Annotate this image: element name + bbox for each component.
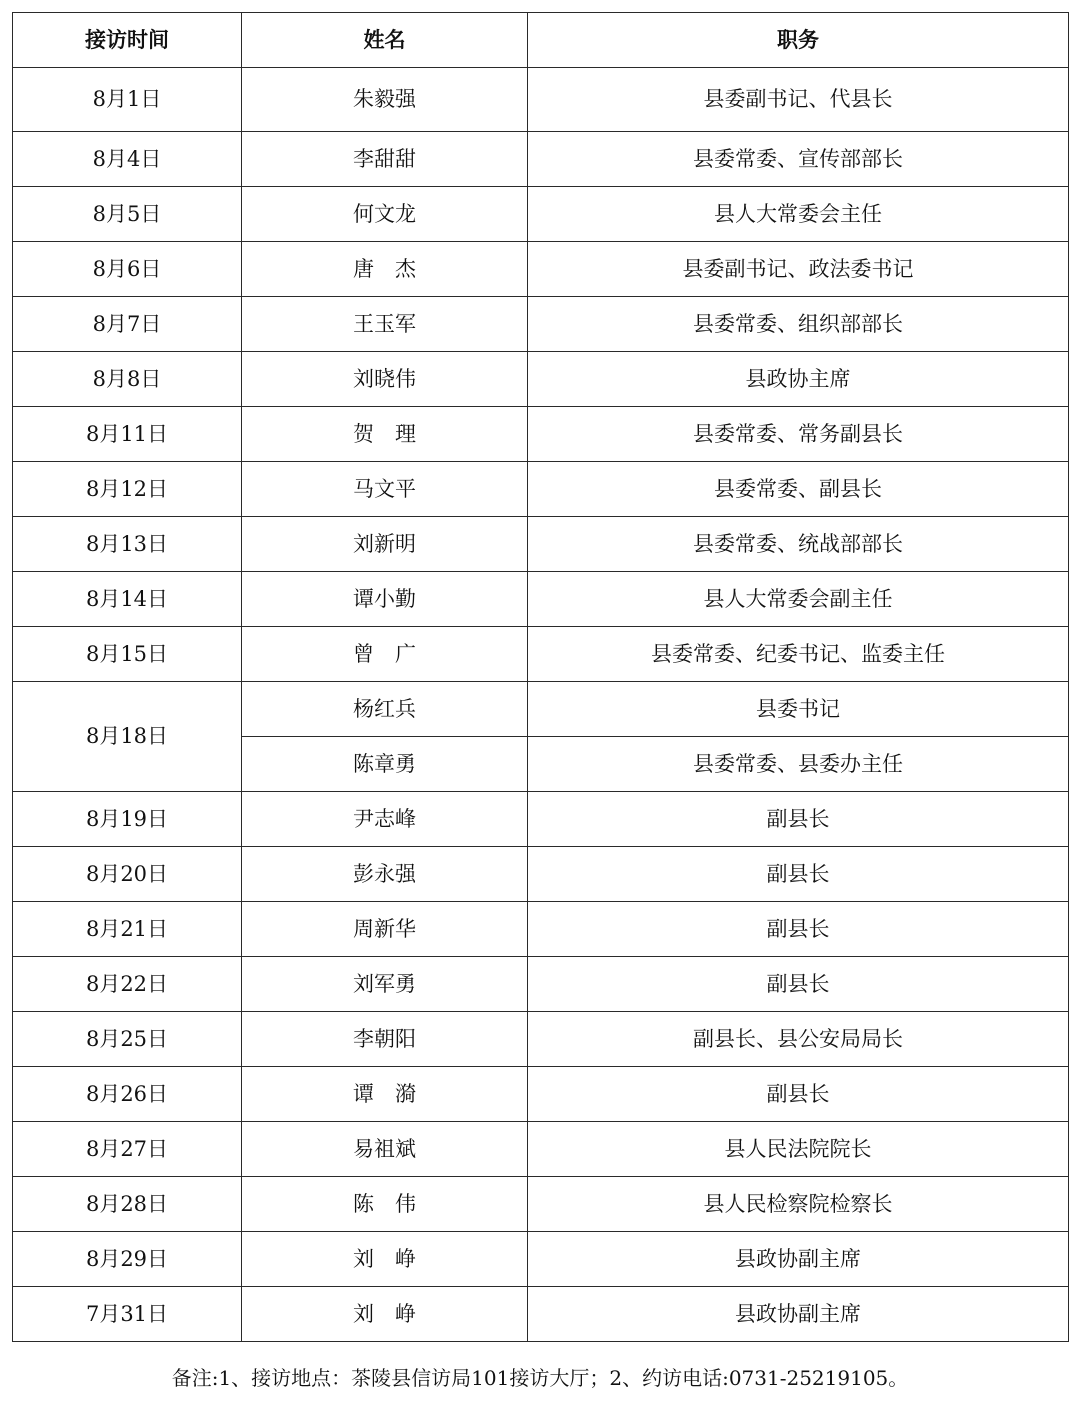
title-cell: 县委常委、宣传部部长 [528,132,1069,187]
name-cell: 刘晓伟 [242,352,528,407]
date-cell: 8月21日 [13,902,242,957]
name-cell: 易祖斌 [242,1122,528,1177]
date-cell: 8月26日 [13,1067,242,1122]
name-cell: 谭 漪 [242,1067,528,1122]
title-cell: 副县长、县公安局局长 [528,1012,1069,1067]
table-row [13,682,1069,737]
title-cell: 县委常委、副县长 [528,462,1069,517]
table-row [13,132,1069,187]
title-cell: 县委书记 [528,682,1069,737]
header-row [13,13,1069,68]
name-cell: 曾 广 [242,627,528,682]
table-row [13,297,1069,352]
name-cell: 贺 理 [242,407,528,462]
date-cell: 8月4日 [13,132,242,187]
table-row [13,1287,1069,1342]
title-cell: 县人民法院院长 [528,1122,1069,1177]
table-row [13,1232,1069,1287]
table-row [13,902,1069,957]
date-cell: 8月22日 [13,957,242,1012]
table-row [13,1177,1069,1232]
title-cell: 县委常委、组织部部长 [528,297,1069,352]
table-row [13,792,1069,847]
title-cell: 副县长 [528,1067,1069,1122]
date-cell: 8月27日 [13,1122,242,1177]
name-cell: 刘 峥 [242,1287,528,1342]
table-row [13,1122,1069,1177]
header-title: 职务 [528,13,1069,68]
date-cell-merged: 8月18日 [13,682,242,792]
date-cell: 8月14日 [13,572,242,627]
name-cell: 周新华 [242,902,528,957]
table-row [13,1012,1069,1067]
table-row [13,627,1069,682]
title-cell: 县委常委、纪委书记、监委主任 [528,627,1069,682]
table-row [13,242,1069,297]
title-cell: 副县长 [528,847,1069,902]
table-row [13,68,1069,132]
header-date: 接访时间 [13,13,242,68]
name-cell: 陈 伟 [242,1177,528,1232]
date-cell: 8月7日 [13,297,242,352]
name-cell: 陈章勇 [242,737,528,792]
header-name: 姓名 [242,13,528,68]
table-row [13,572,1069,627]
title-cell: 县人大常委会主任 [528,187,1069,242]
title-cell: 副县长 [528,957,1069,1012]
name-cell: 刘 峥 [242,1232,528,1287]
title-cell: 县政协副主席 [528,1232,1069,1287]
date-cell: 8月25日 [13,1012,242,1067]
name-cell: 何文龙 [242,187,528,242]
name-cell: 朱毅强 [242,68,528,132]
title-cell: 县委常委、县委办主任 [528,737,1069,792]
title-cell: 县政协副主席 [528,1287,1069,1342]
date-cell: 8月15日 [13,627,242,682]
title-cell: 县委副书记、代县长 [528,68,1069,132]
footnote: 备注:1、接访地点：茶陵县信访局101接访大厅；2、约访电话:0731-25219105。 [171,1366,909,1390]
date-cell: 8月20日 [13,847,242,902]
name-cell: 彭永强 [242,847,528,902]
date-cell: 8月12日 [13,462,242,517]
name-cell: 刘军勇 [242,957,528,1012]
title-cell: 县委副书记、政法委书记 [528,242,1069,297]
title-cell: 县委常委、常务副县长 [528,407,1069,462]
name-cell: 李甜甜 [242,132,528,187]
name-cell: 尹志峰 [242,792,528,847]
date-cell: 8月28日 [13,1177,242,1232]
table-row [13,517,1069,572]
table-row [13,847,1069,902]
name-cell: 李朝阳 [242,1012,528,1067]
reception-schedule-table [12,12,1069,1342]
table-row [13,462,1069,517]
table-row [13,407,1069,462]
name-cell: 谭小勤 [242,572,528,627]
table-row [13,187,1069,242]
table-row [13,352,1069,407]
date-cell: 8月6日 [13,242,242,297]
date-cell: 8月13日 [13,517,242,572]
date-cell: 8月29日 [13,1232,242,1287]
date-cell: 8月1日 [13,68,242,132]
date-cell: 7月31日 [13,1287,242,1342]
name-cell: 刘新明 [242,517,528,572]
date-cell: 8月8日 [13,352,242,407]
table-row [13,1067,1069,1122]
title-cell: 副县长 [528,792,1069,847]
title-cell: 县人民检察院检察长 [528,1177,1069,1232]
name-cell: 王玉军 [242,297,528,352]
name-cell: 马文平 [242,462,528,517]
date-cell: 8月19日 [13,792,242,847]
date-cell: 8月11日 [13,407,242,462]
title-cell: 副县长 [528,902,1069,957]
title-cell: 县政协主席 [528,352,1069,407]
title-cell: 县委常委、统战部部长 [528,517,1069,572]
name-cell: 杨红兵 [242,682,528,737]
title-cell: 县人大常委会副主任 [528,572,1069,627]
name-cell: 唐 杰 [242,242,528,297]
date-cell: 8月5日 [13,187,242,242]
table-row [13,957,1069,1012]
